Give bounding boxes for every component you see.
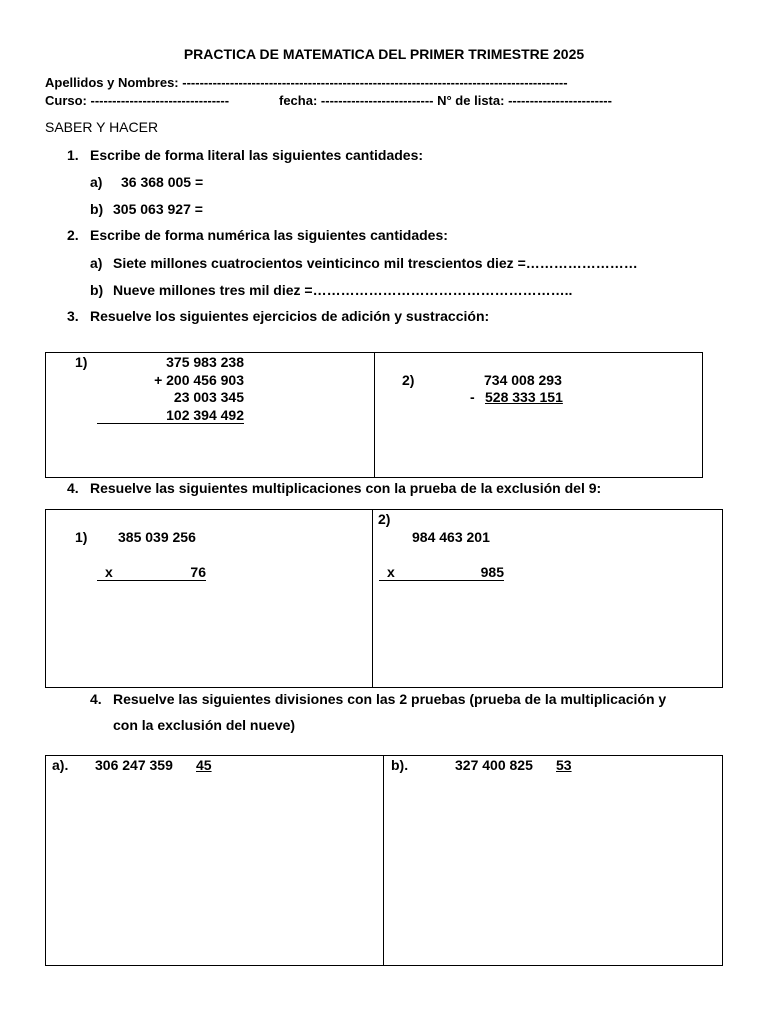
q1-text: Escribe de forma literal las siguientes cantidades:	[90, 147, 424, 163]
q2-a-label: a)	[90, 255, 103, 271]
q5-a-label: a).	[52, 757, 69, 773]
q3-ex1-addend-3: 23 003 345	[173, 389, 244, 405]
names-line: -----------------------------------------------------------------------------------------	[182, 75, 568, 90]
q3-box-divider	[374, 352, 375, 478]
q5-text-line-2: con la exclusión del nueve)	[113, 717, 296, 733]
q4-ex2-multiplier-row	[379, 564, 504, 580]
q5-b-divisor: 53	[556, 757, 572, 773]
q1-b-label: b)	[90, 201, 104, 217]
q3-ex2-subtrahend: 528 333 151	[485, 389, 563, 405]
q4-number: 4.	[67, 480, 79, 496]
q4-ex2-product-line	[379, 580, 504, 581]
q3-ex2-minuend: 734 008 293	[484, 372, 562, 388]
q2-number: 2.	[67, 227, 79, 243]
q3-ex1-addend-2: + 200 456 903	[154, 372, 244, 388]
q2-a-text: Siete millones cuatrocientos veinticinco mil trescientos diez =……………………	[113, 255, 638, 271]
q5-number: 4.	[90, 691, 102, 707]
q2-b-text: Nueve millones tres mil diez =………………………………………………..	[113, 282, 573, 298]
q3-ex2-label: 2)	[402, 372, 415, 388]
q4-ex1-multiplier-row	[97, 564, 206, 580]
q3-number: 3.	[67, 308, 79, 324]
q2-b-label: b)	[90, 282, 104, 298]
q4-ex1-label: 1)	[75, 529, 88, 545]
q4-box-divider	[372, 509, 373, 688]
list-line: ------------------------	[508, 93, 612, 108]
q4-text: Resuelve las siguientes multiplicaciones con la prueba de la exclusión del 9:	[90, 480, 602, 496]
q2-text: Escribe de forma numérica las siguientes cantidades:	[90, 227, 448, 243]
q5-b-dividend: 327 400 825	[455, 757, 533, 773]
q1-b-text: 305 063 927 =	[113, 201, 203, 217]
q4-ex1-times-sign: x	[105, 564, 113, 580]
q3-ex1-addend-1: 375 983 238	[166, 354, 244, 370]
q1-a-label: a)	[90, 174, 103, 190]
q4-ex1-multiplier: 76	[190, 564, 206, 580]
date-field	[279, 93, 612, 108]
q5-b-label: b).	[391, 757, 409, 773]
q5-exercise-box	[45, 755, 723, 966]
course-field	[45, 93, 229, 108]
course-label: Curso:	[45, 93, 87, 108]
q3-ex1-addend-4: 102 394 492	[166, 407, 244, 423]
q3-text: Resuelve los siguientes ejercicios de adición y sustracción:	[90, 308, 490, 324]
q5-box-divider	[383, 755, 384, 966]
q4-ex1-multiplicand: 385 039 256	[118, 529, 196, 545]
q5-a-dividend: 306 247 359	[95, 757, 173, 773]
q1-a-text: 36 368 005 =	[121, 174, 204, 190]
q4-ex2-times-sign: x	[387, 564, 395, 580]
q4-ex1-product-line	[97, 580, 206, 581]
date-line: --------------------------	[320, 93, 434, 108]
names-label: Apellidos y Nombres:	[45, 75, 179, 90]
names-field	[45, 75, 568, 90]
q4-ex2-multiplicand: 984 463 201	[412, 529, 490, 545]
list-label: N° de lista:	[437, 93, 505, 108]
q5-a-divisor: 45	[196, 757, 212, 773]
q3-ex1-sum-line	[97, 423, 244, 424]
q3-ex2-minus-sign: -	[470, 389, 475, 405]
q5-text-line-1: Resuelve las siguientes divisiones con las 2 pruebas (prueba de la multiplicación y	[113, 691, 667, 707]
page-title: PRACTICA DE MATEMATICA DEL PRIMER TRIMESTRE 2025	[183, 46, 585, 62]
section-heading: SABER Y HACER	[45, 119, 159, 135]
q1-number: 1.	[67, 147, 79, 163]
date-label: fecha:	[279, 93, 318, 108]
q4-ex2-label: 2)	[378, 511, 391, 527]
q3-ex1-label: 1)	[75, 354, 88, 370]
course-line: --------------------------------	[90, 93, 230, 108]
q4-ex2-multiplier: 985	[480, 564, 504, 580]
